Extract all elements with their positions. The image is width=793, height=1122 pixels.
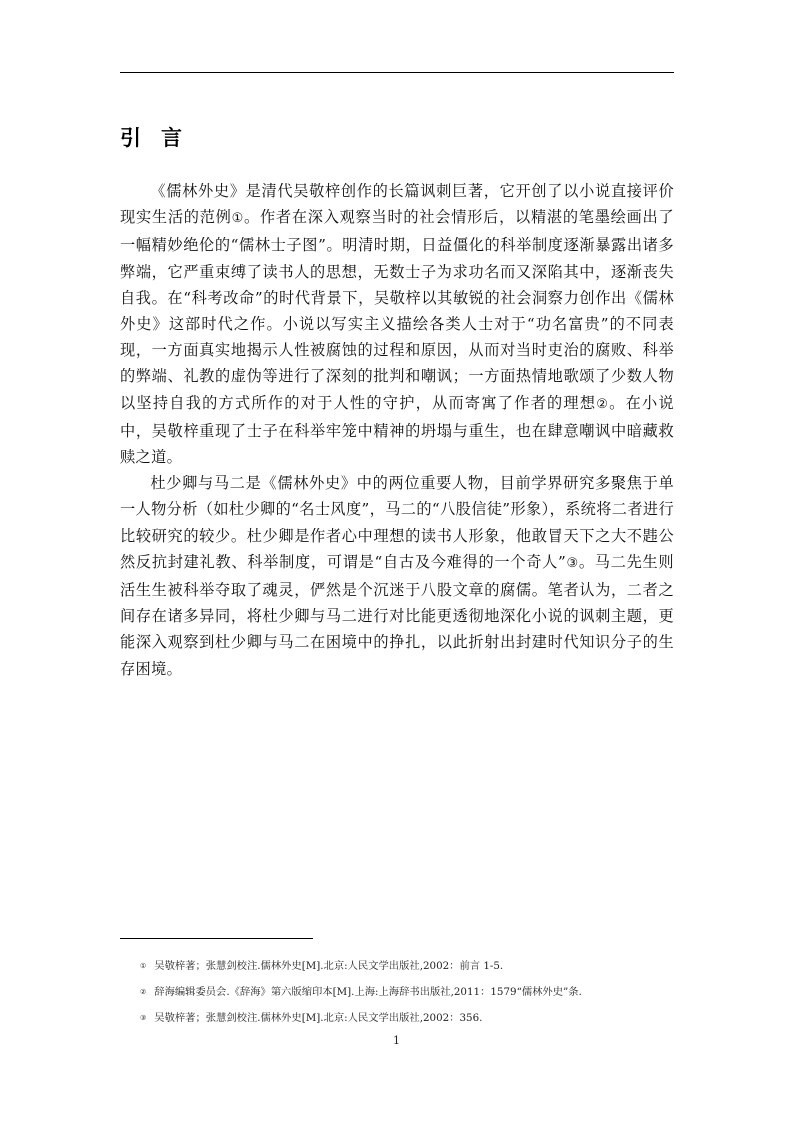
page-number: 1 [393,1034,400,1047]
text-run: 。马二先生则活生生被科举夺取了魂灵，俨然是个沉迷于八股文章的腐儒。笔者认为，二者之间存在诸多异同，将杜少卿与马二进行对比能更透彻地深化小说的讽刺主题，更能深入观察到杜少卿与马二在困境中的挣扎，以此折射出封建时代知识分子的生存困境。 [120,552,674,678]
text-run: 《儒林外史》是清代吴敬梓创作的长篇讽刺巨著，它开创了以小说直接评价现实生活的范例 [120,182,674,227]
text-run: 。在小说中，吴敬梓重现了士子在科举牢笼中精神的坍塌与重生，也在肆意嘲讽中暗藏救赎之道。 [120,393,674,467]
text-run: 杜少卿与马二是《儒林外史》中的两位重要人物，目前学界研究多聚焦于单一人物分析（如杜少卿的“名士风度”，马二的“八股信徒”形象），系统将二者进行比较研究的较少。杜少卿是作者心中理想的读书人形象，他敢冒天下之大不韪公然反抗封建礼教、科举制度，可谓是“自古及今难得的一个奇人” [120,474,674,571]
body-text [120,178,674,682]
footnote [140,1005,680,1031]
footnote-mark: ③ [140,1014,147,1022]
footnote-text: 吴敬梓著；张慧剑校注.儒林外史[M].北京:人民文学出版社,2002：前言 1-5. [154,960,504,972]
paragraph [120,178,674,470]
footnote-mark: ② [140,988,147,996]
section-heading: 引言 [120,126,202,150]
text-run: 。作者在深入观察当时的社会情形后，以精湛的笔墨绘画出了一幅精妙绝伦的“儒林士子图”。明清时期，日益僵化的科举制度逐渐暴露出诸多弊端，它严重束缚了读书人的思想，无数士子为求功名而又深陷其中，逐渐丧失自我。在“科考改命”的时代背景下，吴敬梓以其敏锐的社会洞察力创作出《儒林外史》这部时代之作。小说以写实主义描绘各类人士对于“功名富贵”的不同表现，一方面真实地揭示人性被腐蚀的过程和原因，从而对当时吏治的腐败、科举的弊端、礼教的虚伪等进行了深刻的批判和嘲讽；一方面热情地歌颂了少数人物以坚持自我的方式所作的对于人性的守护，从而寄寓了作者的理想 [120,208,675,412]
footnote-ref[interactable]: ② [596,396,610,412]
paragraph [120,470,674,682]
header-rule [120,72,674,73]
footnotes [140,953,680,1031]
footnote-mark: ① [140,962,147,970]
footnote-text: 辞海编辑委员会.《辞海》第六版缩印本[M].上海:上海辞书出版社,2011：1579“儒林外史”条. [154,986,582,998]
footnote-separator [120,938,313,939]
footnote-ref[interactable]: ① [231,211,245,227]
footnote [140,979,680,1005]
footnote-text: 吴敬梓著；张慧剑校注.儒林外史[M].北京:人民文学出版社,2002：356. [154,1012,483,1024]
footnote-ref[interactable]: ③ [566,555,579,571]
footnote [140,953,680,979]
